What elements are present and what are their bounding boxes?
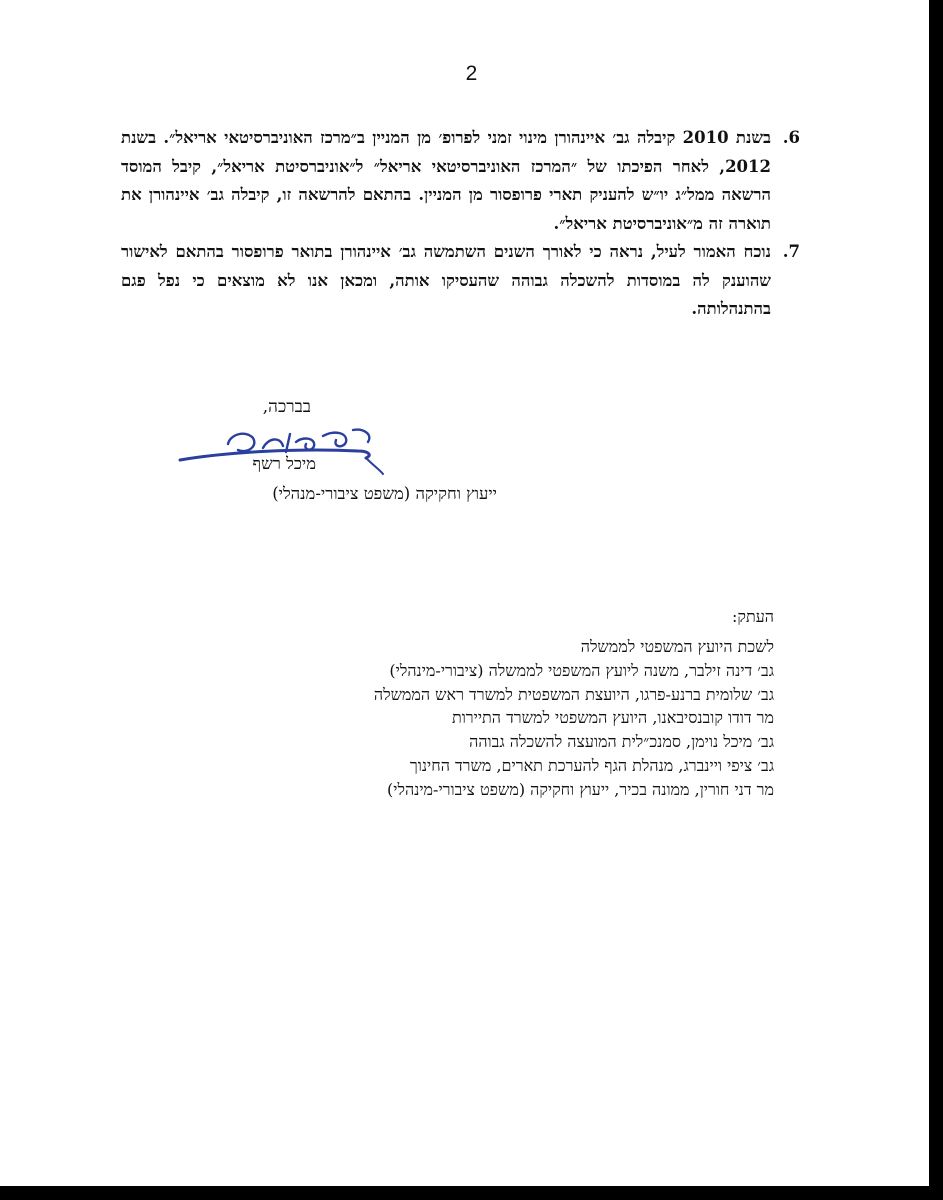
page-edge-bottom: [0, 1186, 943, 1200]
closing-greeting: בברכה,: [262, 397, 311, 417]
paragraph-text: בשנת 2010 קיבלה גב׳ איינהורן מינוי זמני לפרופ׳ מן המניין ב״מרכז האוניברסיטאי אריאל״. בשנת 2012, לאחר הפיכתו של ״המרכז האוניברסיטאי אריאל״ ל״אוניברסיטת אריאל״, קיבל המוסד הרשאה ממל״ג יו״ש להעניק תארי פרופסור מן המניין. בהתאם להרשאה זו, קיבלה גב׳ איינהורן את תוארה זה מ״אוניברסיטת אריאל״.: [121, 128, 771, 233]
paragraph-number: .7: [782, 242, 800, 261]
page-number: 2: [465, 62, 478, 85]
paragraph-6: [121, 124, 800, 238]
cc-recipient: מר דודו קובנסיבאנו, היועץ המשפטי למשרד התיירות: [451, 708, 774, 728]
paragraph-number: .6: [782, 128, 800, 147]
page-edge-right: [929, 0, 943, 1200]
paragraph-7: [121, 238, 800, 324]
signer-name: מיכל רשף: [252, 454, 316, 473]
signer-title: ייעוץ וחקיקה (משפט ציבורי-מנהלי): [272, 484, 497, 503]
cc-recipient: לשכת היועץ המשפטי לממשלה: [580, 637, 774, 656]
cc-recipient: גב׳ דינה זילבר, משנה ליועץ המשפטי לממשלה (ציבורי-מינהלי): [389, 660, 774, 680]
paragraph-text: נוכח האמור לעיל, נראה כי לאורך השנים השתמשה גב׳ איינהורן בתואר פרופסור בהתאם לאישור שהוענק לה במוסדות להשכלה גבוהה שהעסיקו אותה, ומכאן אנו לא מוצאים כי נפל פגם בהתנהלותה.: [121, 242, 771, 318]
cc-recipient: גב׳ מיכל נוימן, סמנכ״לית המועצה להשכלה גבוהה: [469, 732, 774, 752]
cc-recipient: מר דני חורין, ממונה בכיר, ייעוץ וחקיקה (משפט ציבורי-מינהלי): [387, 779, 774, 799]
cc-recipient: גב׳ ציפי ויינברג, מנהלת הגף להערכת תארים, משרד החינוך: [409, 755, 774, 775]
cc-list: [374, 635, 774, 802]
cc-recipient: גב׳ שלומית ברנע-פרגו, היועצת המשפטית למשרד ראש הממשלה: [373, 684, 774, 704]
cc-label: העתק:: [732, 607, 774, 626]
